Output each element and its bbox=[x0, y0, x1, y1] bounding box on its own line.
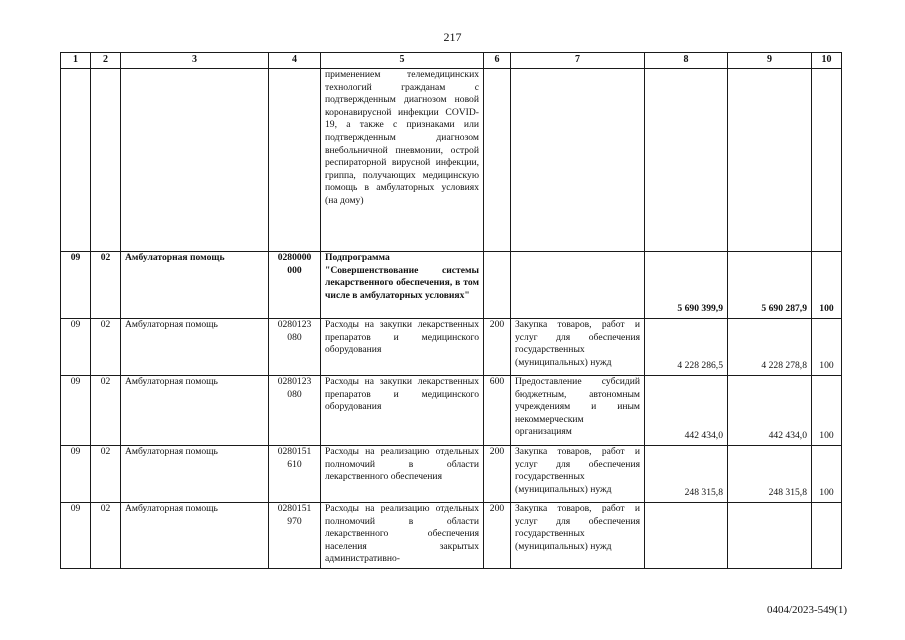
cell-expense-code bbox=[484, 69, 511, 252]
table-row bbox=[61, 446, 842, 503]
cell-expense-type: Закупка товаров, работ и услуг для обеспечения государственных (муниципальных) нужд bbox=[511, 503, 645, 569]
cell-description: Расходы на реализацию отдельных полномочий в области лекарственного обеспечения bbox=[321, 446, 484, 503]
cell-expense-type bbox=[511, 69, 645, 252]
cell-subsection: 02 bbox=[91, 376, 121, 446]
cell-section: 09 bbox=[61, 376, 91, 446]
cell-name bbox=[121, 69, 269, 252]
cell-plan bbox=[645, 503, 728, 569]
cell-subsection: 02 bbox=[91, 252, 121, 319]
cell-subsection: 02 bbox=[91, 503, 121, 569]
cell-target-code: 0280151 970 bbox=[269, 503, 321, 569]
col-header: 6 bbox=[484, 53, 511, 69]
cell-actual: 5 690 287,9 bbox=[728, 252, 812, 319]
cell-percent: 100 bbox=[812, 376, 842, 446]
cell-plan: 4 228 286,5 bbox=[645, 319, 728, 376]
col-header: 8 bbox=[645, 53, 728, 69]
cell-name: Амбулаторная помощь bbox=[121, 376, 269, 446]
cell-description: применением телемедицинских технологий гражданам с подтвержденным диагнозом новой коронавирусной инфекции COVID-19, а также с признаками или подтвержденным диагнозом внебольничной пневмонии, острой респираторной вирусной инфекции, гриппа, получающих медицинскую помощь в амбулаторных условиях (на дому) bbox=[321, 69, 484, 252]
cell-section: 09 bbox=[61, 252, 91, 319]
col-header: 5 bbox=[321, 53, 484, 69]
cell-subsection: 02 bbox=[91, 319, 121, 376]
cell-description: Расходы на реализацию отдельных полномочий в области лекарственного обеспечения населения закрытых административно- bbox=[321, 503, 484, 569]
cell-percent bbox=[812, 503, 842, 569]
cell-description: Расходы на закупки лекарственных препаратов и медицинского оборудования bbox=[321, 376, 484, 446]
table-row bbox=[61, 376, 842, 446]
col-header: 1 bbox=[61, 53, 91, 69]
cell-section: 09 bbox=[61, 319, 91, 376]
col-header: 10 bbox=[812, 53, 842, 69]
cell-subsection: 02 bbox=[91, 446, 121, 503]
col-header: 2 bbox=[91, 53, 121, 69]
col-header: 3 bbox=[121, 53, 269, 69]
cell-expense-code: 200 bbox=[484, 319, 511, 376]
cell-description: Подпрограмма "Совершенствование системы лекарственного обеспечения, в том числе в амбулаторных условиях" bbox=[321, 252, 484, 319]
cell-section bbox=[61, 69, 91, 252]
cell-expense-code: 200 bbox=[484, 503, 511, 569]
cell-target-code: 0280000 000 bbox=[269, 252, 321, 319]
cell-percent: 100 bbox=[812, 252, 842, 319]
cell-expense-type bbox=[511, 252, 645, 319]
cell-target-code: 0280123 080 bbox=[269, 319, 321, 376]
cell-expense-code: 200 bbox=[484, 446, 511, 503]
cell-expense-type: Закупка товаров, работ и услуг для обеспечения государственных (муниципальных) нужд bbox=[511, 319, 645, 376]
cell-expense-type: Предоставление субсидий бюджетным, автономным учреждениям и иным некоммерческим организациям bbox=[511, 376, 645, 446]
cell-actual: 442 434,0 bbox=[728, 376, 812, 446]
cell-target-code bbox=[269, 69, 321, 252]
cell-name: Амбулаторная помощь bbox=[121, 503, 269, 569]
cell-target-code: 0280151 610 bbox=[269, 446, 321, 503]
cell-name: Амбулаторная помощь bbox=[121, 252, 269, 319]
cell-name: Амбулаторная помощь bbox=[121, 319, 269, 376]
cell-plan bbox=[645, 69, 728, 252]
document-code: 0404/2023-549(1) bbox=[766, 604, 847, 616]
cell-subsection bbox=[91, 69, 121, 252]
budget-table bbox=[60, 52, 842, 569]
cell-description: Расходы на закупки лекарственных препаратов и медицинского оборудования bbox=[321, 319, 484, 376]
cell-actual bbox=[728, 69, 812, 252]
cell-plan: 442 434,0 bbox=[645, 376, 728, 446]
cell-expense-code: 600 bbox=[484, 376, 511, 446]
col-header: 7 bbox=[511, 53, 645, 69]
cell-target-code: 0280123 080 bbox=[269, 376, 321, 446]
cell-percent: 100 bbox=[812, 446, 842, 503]
cell-name: Амбулаторная помощь bbox=[121, 446, 269, 503]
cell-percent bbox=[812, 69, 842, 252]
col-header: 4 bbox=[269, 53, 321, 69]
cell-plan: 248 315,8 bbox=[645, 446, 728, 503]
cell-actual: 248 315,8 bbox=[728, 446, 812, 503]
cell-percent: 100 bbox=[812, 319, 842, 376]
cell-expense-type: Закупка товаров, работ и услуг для обеспечения государственных (муниципальных) нужд bbox=[511, 446, 645, 503]
table-row bbox=[61, 252, 842, 319]
column-number-row bbox=[61, 53, 842, 69]
cell-expense-code bbox=[484, 252, 511, 319]
cell-plan: 5 690 399,9 bbox=[645, 252, 728, 319]
table-row bbox=[61, 503, 842, 569]
cell-section: 09 bbox=[61, 503, 91, 569]
col-header: 9 bbox=[728, 53, 812, 69]
table-row bbox=[61, 319, 842, 376]
cell-section: 09 bbox=[61, 446, 91, 503]
cell-actual: 4 228 278,8 bbox=[728, 319, 812, 376]
cell-actual bbox=[728, 503, 812, 569]
table-row bbox=[61, 69, 842, 252]
page-number: 217 bbox=[443, 30, 462, 44]
